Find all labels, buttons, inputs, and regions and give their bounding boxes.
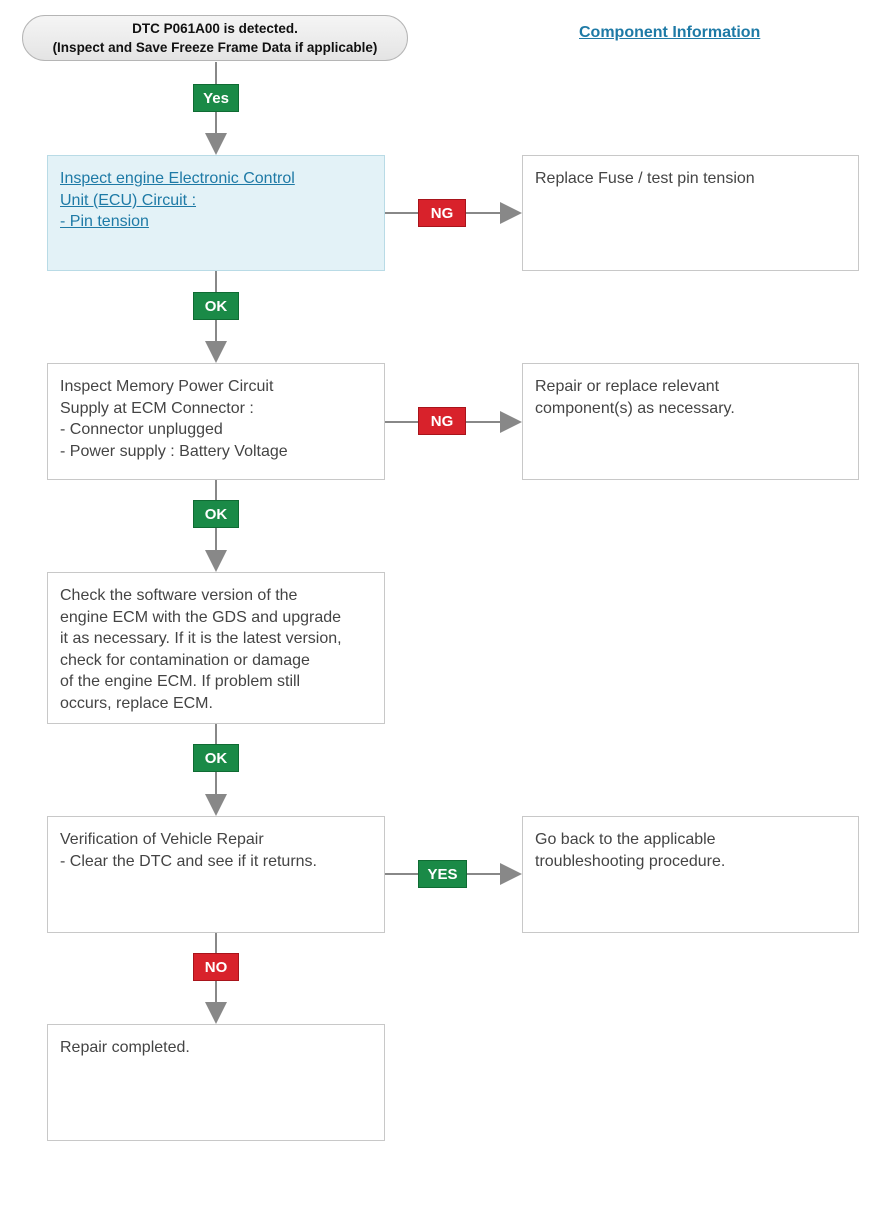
step3-line: it as necessary. If it is the latest version, xyxy=(60,630,342,648)
step3-line: Check the software version of the xyxy=(60,587,298,604)
no-badge: NO xyxy=(193,953,239,981)
arrow-down-icon xyxy=(205,1002,227,1024)
step2-line: - Connector unplugged xyxy=(60,421,223,439)
step3-line: occurs, replace ECM. xyxy=(60,694,213,712)
step4-yes-box xyxy=(522,816,859,933)
arrow-down-icon xyxy=(205,133,227,155)
step3-box xyxy=(47,572,385,724)
step1-ng-text: Replace Fuse / test pin tension xyxy=(535,170,755,187)
arrow-down-icon xyxy=(205,341,227,363)
ok-badge: OK xyxy=(193,744,239,772)
ok-badge: OK xyxy=(193,292,239,320)
component-information-link[interactable]: Component Information xyxy=(579,24,761,41)
step3-line: engine ECM with the GDS and upgrade xyxy=(60,608,342,626)
step1-link-line1[interactable]: Inspect engine Electronic Control xyxy=(60,170,295,187)
step1-link-line3[interactable]: - Pin tension xyxy=(60,213,149,231)
yes-badge: Yes xyxy=(193,84,239,112)
start-node xyxy=(22,15,408,61)
start-subtitle: (Inspect and Save Freeze Frame Data if applicable) xyxy=(52,40,378,55)
step2-ng-line: component(s) as necessary. xyxy=(535,399,735,417)
step4-yes-line: troubleshooting procedure. xyxy=(535,852,726,870)
step4-line: Verification of Vehicle Repair xyxy=(60,831,264,848)
step2-line: Supply at ECM Connector : xyxy=(60,399,254,417)
arrow-right-icon xyxy=(500,411,522,433)
arrow-down-icon xyxy=(205,550,227,572)
ng-badge: NG xyxy=(418,407,466,435)
arrow-right-icon xyxy=(500,202,522,224)
ng-badge: NG xyxy=(418,199,466,227)
step1-box xyxy=(47,155,385,271)
step4-yes-line: Go back to the applicable xyxy=(535,831,716,848)
yes-badge: YES xyxy=(418,860,467,888)
step2-ng-box xyxy=(522,363,859,480)
step4-line: - Clear the DTC and see if it returns. xyxy=(60,852,317,870)
step1-link-line2[interactable]: Unit (ECU) Circuit : xyxy=(60,191,197,209)
arrow-down-icon xyxy=(205,794,227,816)
step5-box xyxy=(47,1024,385,1141)
step3-line: of the engine ECM. If problem still xyxy=(60,673,301,691)
step5-text: Repair completed. xyxy=(60,1039,190,1056)
step2-line: Inspect Memory Power Circuit xyxy=(60,378,274,395)
start-title: DTC P061A00 is detected. xyxy=(132,21,298,36)
ok-badge: OK xyxy=(193,500,239,528)
step2-ng-line: Repair or replace relevant xyxy=(535,378,720,395)
step2-box xyxy=(47,363,385,480)
step3-line: check for contamination or damage xyxy=(60,651,310,669)
step1-ng-box xyxy=(522,155,859,271)
step4-box xyxy=(47,816,385,933)
step2-line: - Power supply : Battery Voltage xyxy=(60,442,288,460)
arrow-right-icon xyxy=(500,863,522,885)
